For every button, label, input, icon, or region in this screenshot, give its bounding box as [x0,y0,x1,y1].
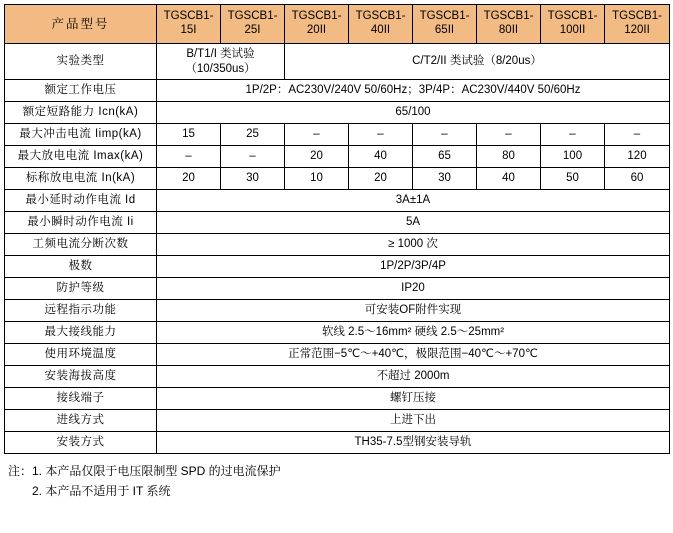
table-row [5,190,670,212]
table-cell: 80 [477,146,541,168]
table-cell: – [349,124,413,146]
table-row [5,124,670,146]
table-row [5,410,670,432]
table-row [5,278,670,300]
table-cell: 20 [349,168,413,190]
table-row [5,80,670,102]
table-cell: 65/100 [157,102,670,124]
table-cell: 65 [413,146,477,168]
table-cell: 可安装OF附件实现 [157,300,670,322]
row-label: 最小瞬时动作电流 Ii [5,212,157,234]
table-row [5,322,670,344]
row-label: 防护等级 [5,278,157,300]
table-cell: – [605,124,670,146]
table-row [5,44,670,80]
row-label: 最大接线能力 [5,322,157,344]
header-cell-7: TGSCB1- 100II [541,5,605,44]
row-label: 安装海拔高度 [5,366,157,388]
table-cell: 30 [221,168,285,190]
table-cell: 20 [157,168,221,190]
table-cell: C/T2/II 类试验（8/20us） [285,44,670,80]
row-label: 进线方式 [5,410,157,432]
table-cell: 正常范围−5℃～+40℃，极限范围−40℃～+70℃ [157,344,670,366]
product-spec-table [4,4,670,454]
row-label: 极数 [5,256,157,278]
row-label: 额定工作电压 [5,80,157,102]
row-label: 远程指示功能 [5,300,157,322]
note-line-1: 注：1. 本产品仅限于电压限制型 SPD 的过电流保护 [8,464,281,478]
table-row [5,432,670,454]
row-label: 标称放电电流 In(kA) [5,168,157,190]
row-label: 额定短路能力 Icn(kA) [5,102,157,124]
table-cell: TH35-7.5型钢安装导轨 [157,432,670,454]
table-cell: 40 [349,146,413,168]
table-row [5,212,670,234]
row-label: 最大放电电流 Imax(kA) [5,146,157,168]
table-cell: 10 [285,168,349,190]
table-cell: 60 [605,168,670,190]
header-cell-5: TGSCB1- 65II [413,5,477,44]
table-row [5,146,670,168]
table-cell: 15 [157,124,221,146]
header-cell-model: 产品型号 [5,5,157,44]
table-cell: ≥ 1000 次 [157,234,670,256]
row-label: 使用环境温度 [5,344,157,366]
table-cell: – [221,146,285,168]
table-cell: 5A [157,212,670,234]
header-cell-2: TGSCB1- 25I [221,5,285,44]
table-row [5,300,670,322]
table-cell: 软线 2.5～16mm² 硬线 2.5～25mm² [157,322,670,344]
table-row [5,234,670,256]
table-cell: – [157,146,221,168]
table-cell: 40 [477,168,541,190]
header-row [5,5,670,44]
table-cell: 1P/2P/3P/4P [157,256,670,278]
table-body [5,44,670,454]
row-label: 最大冲击电流 Iimp(kA) [5,124,157,146]
table-cell: 1P/2P：AC230V/240V 50/60Hz；3P/4P：AC230V/440V 50/60Hz [157,80,670,102]
table-cell: 20 [285,146,349,168]
row-label: 最小延时动作电流 Id [5,190,157,212]
table-row [5,168,670,190]
table-cell: 25 [221,124,285,146]
table-cell: 100 [541,146,605,168]
table-cell: 120 [605,146,670,168]
note-line-2: 2. 本产品不适用于 IT 系统 [8,483,171,498]
table-cell: 30 [413,168,477,190]
table-cell: 螺钉压接 [157,388,670,410]
header-cell-8: TGSCB1- 120II [605,5,670,44]
table-cell: – [541,124,605,146]
table-cell: B/T1/I 类试验 （10/350us） [157,44,285,80]
table-cell: – [285,124,349,146]
header-cell-4: TGSCB1- 40II [349,5,413,44]
header-cell-6: TGSCB1- 80II [477,5,541,44]
header-cell-3: TGSCB1- 20II [285,5,349,44]
table-cell: 50 [541,168,605,190]
table-cell: 上进下出 [157,410,670,432]
table-cell: IP20 [157,278,670,300]
table-row [5,388,670,410]
row-label: 安装方式 [5,432,157,454]
header-cell-1: TGSCB1- 15I [157,5,221,44]
table-row [5,366,670,388]
table-header [5,5,670,44]
row-label: 工频电流分断次数 [5,234,157,256]
table-row [5,256,670,278]
table-cell: 3A±1A [157,190,670,212]
table-cell: – [477,124,541,146]
table-cell: 不超过 2000m [157,366,670,388]
table-row [5,344,670,366]
table-row [5,102,670,124]
table-cell: – [413,124,477,146]
row-label: 接线端子 [5,388,157,410]
row-label: 实验类型 [5,44,157,80]
notes-block [4,462,669,502]
